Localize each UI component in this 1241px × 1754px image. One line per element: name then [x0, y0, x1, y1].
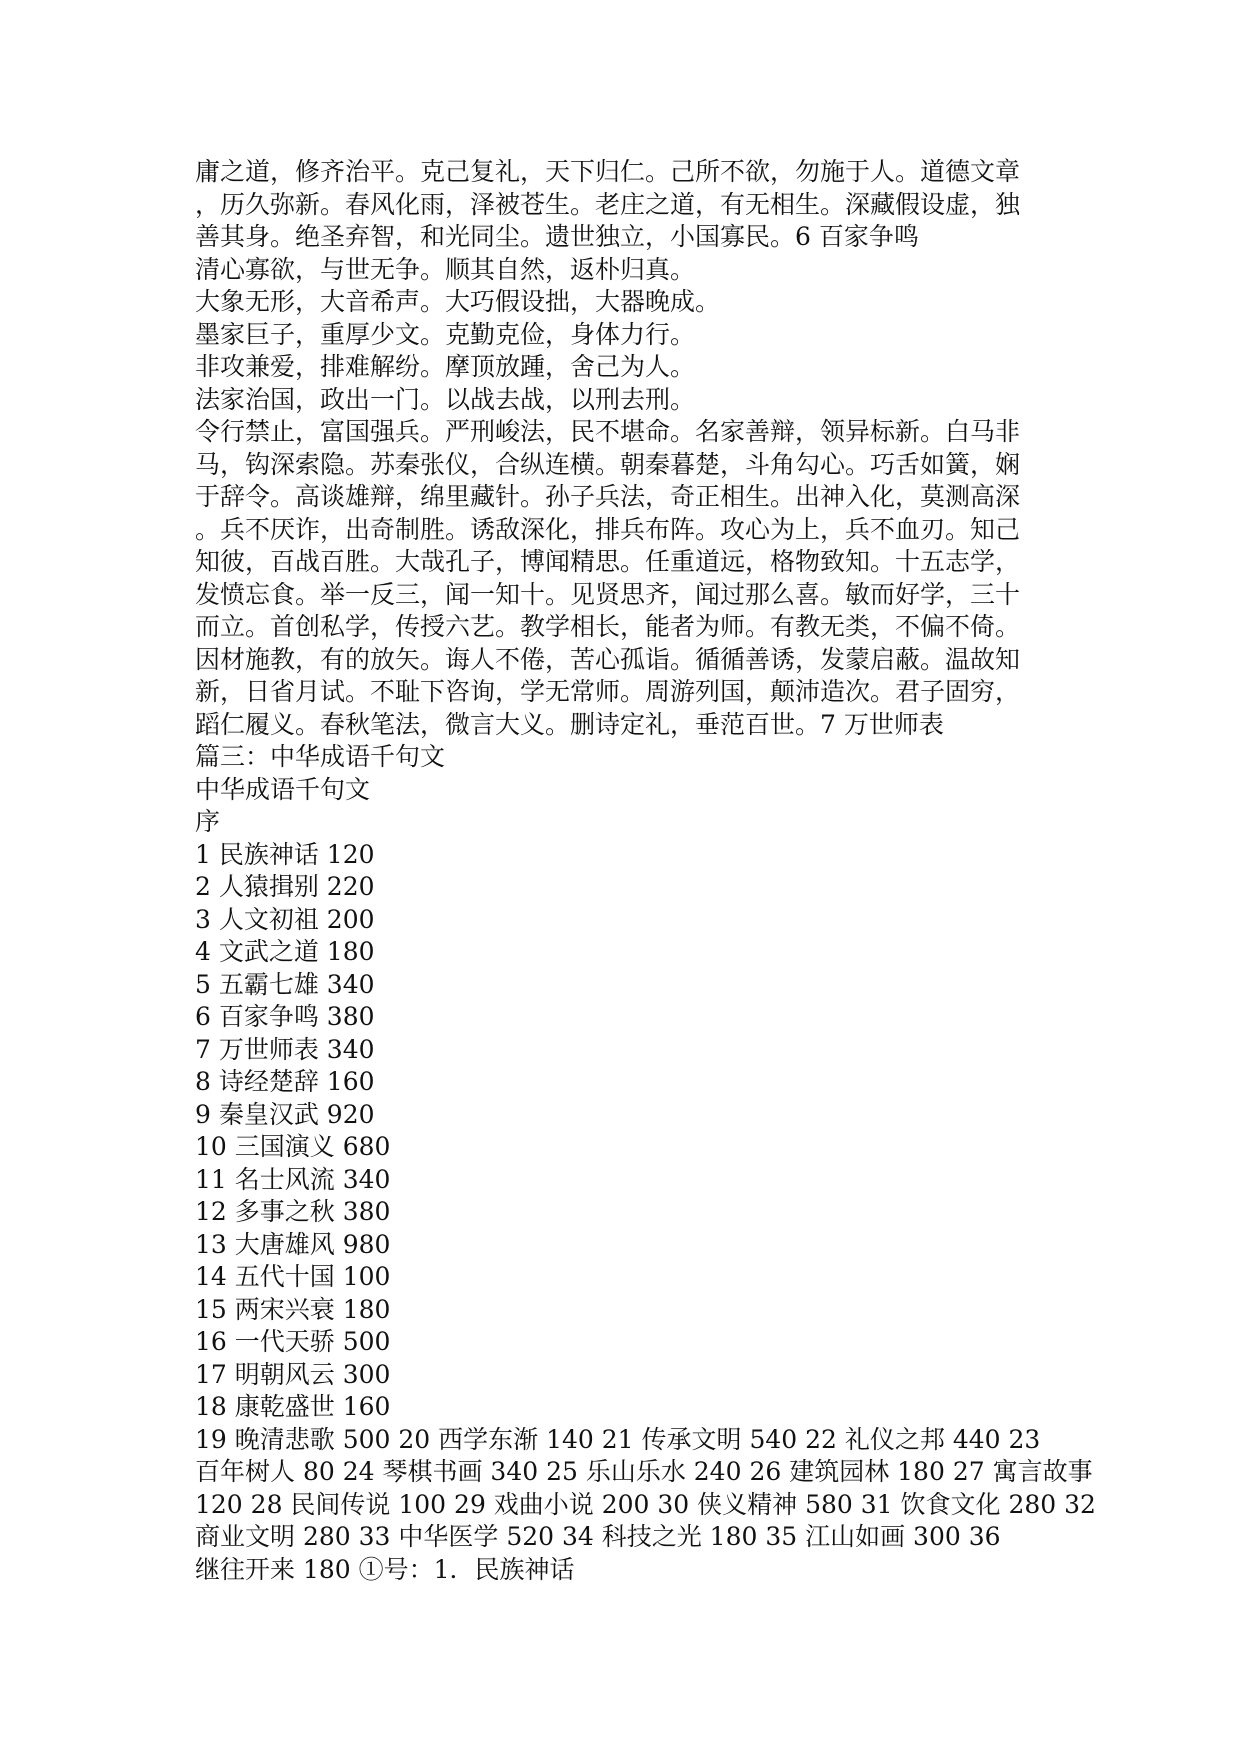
toc-run-line: 百年树人 80 24 琴棋书画 340 25 乐山乐水 240 26 建筑园林 180 27 寓言故事	[195, 1457, 1093, 1486]
toc-item: 12 多事之秋 380	[195, 1197, 391, 1226]
text-line: 知彼，百战百胜。大哉孔子，博闻精思。任重道远，格物致知。十五志学，	[195, 547, 1021, 576]
text-line: 善其身。绝圣弃智，和光同尘。遗世独立，小国寡民。6 百家争鸣	[195, 222, 919, 251]
text-line: 发愤忘食。举一反三，闻一知十。见贤思齐，闻过那么喜。敏而好学，三十	[195, 579, 1021, 609]
toc-item: 7 万世师表 340	[195, 1034, 375, 1064]
toc-item: 1 民族神话 120	[195, 839, 375, 869]
toc-run-line: 继往开来 180 ①号：1．民族神话	[195, 1554, 575, 1584]
text-line: 新，日省月试。不耻下咨询，学无常师。周游列国，颠沛造次。君子固穷，	[195, 677, 1021, 706]
toc-item: 2 人猿揖别 220	[195, 872, 375, 901]
text-line: 大象无形，大音希声。大巧假设拙，大器晚成。	[195, 287, 721, 316]
text-line: 墨家巨子，重厚少文。克勤克俭，身体力行。	[195, 319, 696, 349]
text-line: 清心寡欲，与世无争。顺其自然，返朴归真。	[195, 254, 696, 284]
text-line: 法家治国，政出一门。以战去战，以刑去刑。	[195, 384, 696, 414]
toc-item: 18 康乾盛世 160	[195, 1392, 391, 1421]
text-line: 于辞令。高谈雄辩，绵里藏针。孙子兵法，奇正相生。出神入化，莫测高深	[195, 482, 1021, 511]
text-line: 而立。首创私学，传授六艺。教学相长，能者为师。有教无类，不偏不倚。	[195, 612, 1021, 641]
toc-item: 17 明朝风云 300	[195, 1359, 391, 1389]
toc-item: 15 两宋兴衰 180	[195, 1294, 391, 1324]
toc-item: 5 五霸七雄 340	[195, 969, 375, 999]
text-line: 非攻兼爱，排难解纷。摩顶放踵，舍己为人。	[195, 352, 696, 381]
text-line: 。兵不厌诈，出奇制胜。诱敌深化，排兵布阵。攻心为上，兵不血刃。知己	[195, 514, 1021, 544]
toc-item: 9 秦皇汉武 920	[195, 1099, 375, 1129]
text-line: 蹈仁履义。春秋笔法，微言大义。删诗定礼，垂范百世。7 万世师表	[195, 709, 944, 739]
toc-item: 13 大唐雄风 980	[195, 1229, 391, 1259]
toc-item: 10 三国演义 680	[195, 1132, 391, 1161]
toc-item: 3 人文初祖 200	[195, 904, 375, 934]
toc-run-line: 商业文明 280 33 中华医学 520 34 科技之光 180 35 江山如画 300 36	[195, 1522, 1001, 1551]
text-line: ，历久弥新。春风化雨，泽被苍生。老庄之道，有无相生。深藏假设虚，独	[195, 189, 1021, 219]
toc-run-line: 120 28 民间传说 100 29 戏曲小说 200 30 侠义精神 580 31 饮食文化 280 32	[195, 1489, 1096, 1519]
preface-label: 序	[195, 807, 221, 836]
toc-run-line: 19 晚清悲歌 500 20 西学东渐 140 21 传承文明 540 22 礼仪之邦 440 23	[195, 1424, 1041, 1454]
toc-item: 11 名士风流 340	[195, 1164, 391, 1194]
document-title: 中华成语千句文	[195, 774, 371, 804]
text-line: 庸之道，修齐治平。克己复礼，天下归仁。己所不欲，勿施于人。道德文章	[195, 157, 1021, 186]
text-line: 因材施教，有的放矢。诲人不倦，苦心孤诣。循循善诱，发蒙启蔽。温故知	[195, 644, 1021, 674]
toc-item: 14 五代十国 100	[195, 1262, 391, 1291]
toc-item: 8 诗经楚辞 160	[195, 1067, 375, 1096]
section-heading: 篇三：中华成语千句文	[195, 742, 446, 771]
toc-item: 16 一代天骄 500	[195, 1327, 391, 1356]
text-line: 令行禁止，富国强兵。严刑峻法，民不堪命。名家善辩，领异标新。白马非	[195, 417, 1021, 446]
toc-item: 4 文武之道 180	[195, 937, 375, 966]
document-page	[195, 156, 1096, 1586]
toc-item: 6 百家争鸣 380	[195, 1002, 375, 1031]
text-line: 马，钩深索隐。苏秦张仪，合纵连横。朝秦暮楚，斗角勾心。巧舌如簧，娴	[195, 449, 1021, 479]
